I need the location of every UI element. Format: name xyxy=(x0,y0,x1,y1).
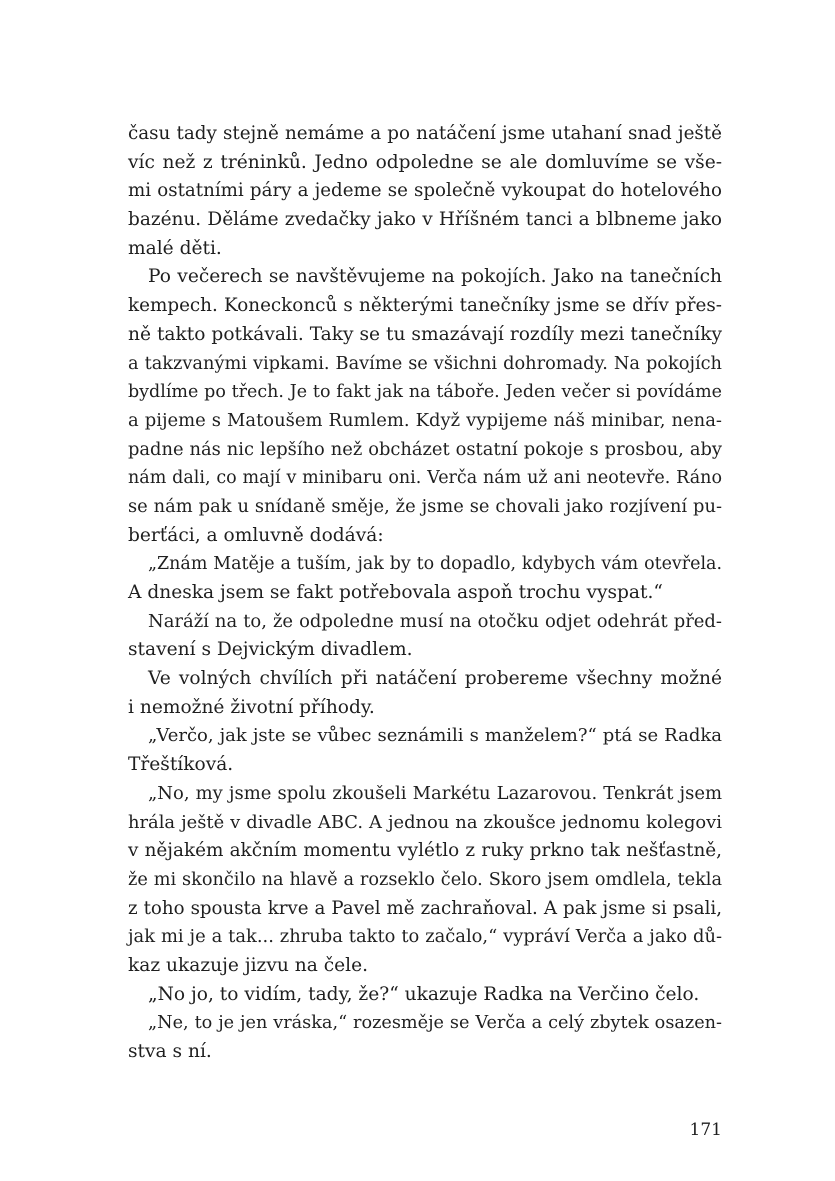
text-line: ně takto potkávali. Taky se tu smazávají rozdíly mezi tanečníky xyxy=(128,323,722,345)
text-line: a pijeme s Matoušem Rumlem. Když vypijeme náš minibar, nena- xyxy=(128,409,722,431)
text-line: se nám pak u snídaně směje, že jsme se chovali jako rozjívení pu- xyxy=(128,495,722,517)
text-line: berťáci, a omluvně dodává: xyxy=(128,524,384,546)
text-line: kempech. Koneckonců s některými tanečníky jsme se dřív přes- xyxy=(128,295,722,317)
text-line: „Verčo, jak jste se vůbec seznámili s manželem?“ ptá se Radka xyxy=(148,725,722,747)
text-line: a takzvanými vipkami. Bavíme se všichni dohromady. Na pokojích xyxy=(128,353,722,374)
text-line: stavení s Dejvickým divadlem. xyxy=(128,639,413,661)
text-line: kaz ukazuje jizvu na čele. xyxy=(128,954,368,976)
text-line: malé děti. xyxy=(128,237,222,259)
text-line: že mi skončilo na hlavě a rozseklo čelo. Skoro jsem omdlela, tekla xyxy=(128,869,722,890)
text-line: „Znám Matěje a tuším, jak by to dopadlo, kdybych vám otevřela. xyxy=(148,554,722,575)
text-line: padne nás nic lepšího než obcházet ostatní pokoje s prosbou, aby xyxy=(128,438,722,460)
text-line: víc než z tréninků. Jedno odpoledne se ale domluvíme se vše- xyxy=(128,151,722,173)
text-line: Po večerech se navštěvujeme na pokojích. Jako na tanečních xyxy=(148,266,722,288)
text-line: Naráží na to, že odpoledne musí na otočku odjet odehrát před- xyxy=(148,610,722,632)
text-line: „No jo, to vidím, tady, že?“ ukazuje Radka na Verčino čelo. xyxy=(148,983,700,1005)
page-number: 171 xyxy=(689,1120,722,1140)
text-line: mi ostatními páry a jedeme se společně vykoupat do hotelového xyxy=(128,180,722,202)
text-line: Ve volných chvílích při natáčení probereme všechny možné xyxy=(148,668,722,690)
text-line: „No, my jsme spolu zkoušeli Markétu Lazarovou. Tenkrát jsem xyxy=(148,782,722,804)
text-line: z toho spousta krve a Pavel mě zachraňoval. A pak jsme si psali, xyxy=(128,897,722,919)
text-line: A dneska jsem se fakt potřebovala aspoň trochu vyspat.“ xyxy=(128,582,663,603)
text-line: času tady stejně nemáme a po natáčení jsme utahaní snad ještě xyxy=(128,123,722,144)
text-line: „Ne, to je jen vráska,“ rozesměje se Verča a celý zbytek osazen- xyxy=(148,1013,722,1034)
text-line: Třeštíková. xyxy=(128,754,234,776)
text-line: bazénu. Děláme zvedačky jako v Hříšném tanci a blbneme jako xyxy=(128,209,722,231)
body-text xyxy=(128,120,722,1067)
text-line: bydlíme po třech. Je to fakt jak na táboře. Jeden večer si povídáme xyxy=(128,382,722,403)
text-line: hrála ještě v divadle ABC. A jednou na zkoušce jednomu kolegovi xyxy=(128,811,722,833)
text-line: v nějakém akčním momentu vylétlo z ruky prkno tak nešťastně, xyxy=(128,840,722,862)
text-line: stva s ní. xyxy=(128,1041,212,1062)
text-line: nám dali, co mají v minibaru oni. Verča nám už ani neotevře. Ráno xyxy=(128,468,722,489)
text-line: i nemožné životní příhody. xyxy=(128,696,375,718)
text-line: jak mi je a tak... zhruba takto to začalo,“ vypráví Verča a jako dů- xyxy=(128,926,722,948)
